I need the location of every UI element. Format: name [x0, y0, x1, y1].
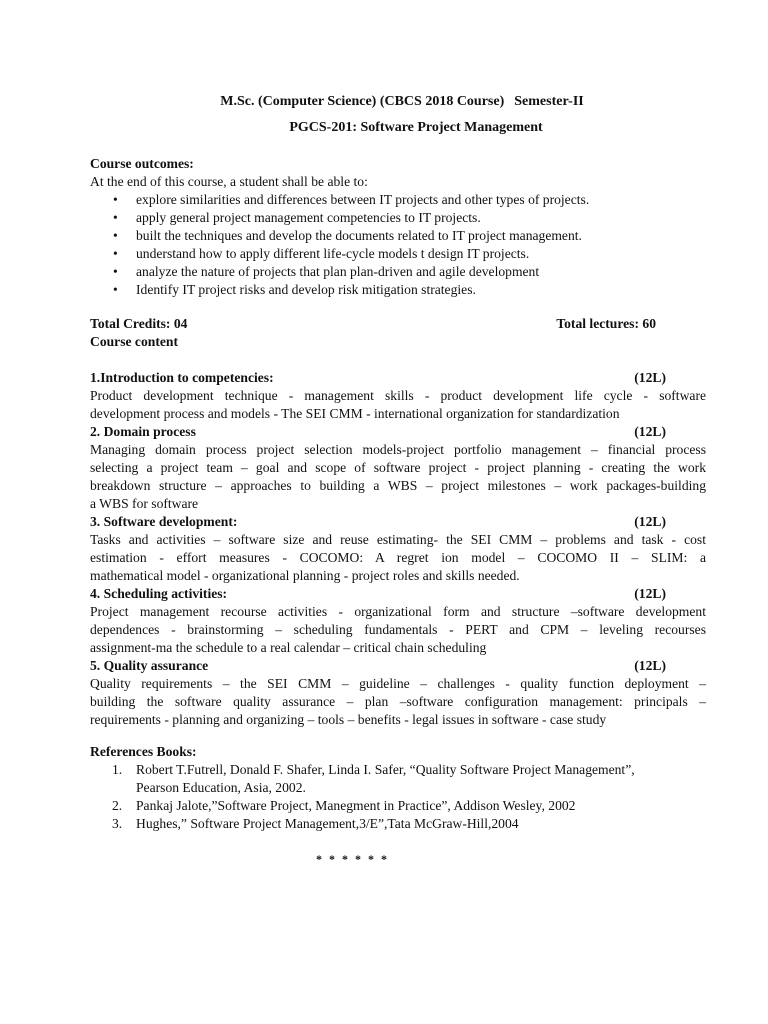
section-body	[90, 531, 706, 585]
semester-label: Semester-II	[514, 94, 584, 109]
section-heading	[90, 423, 666, 441]
section-line: estimation - effort measures - COCOMO: A regret ion model – COCOMO II – SLIM: a	[90, 550, 706, 565]
outcome-text: apply general project management competencies to IT projects.	[136, 210, 481, 225]
outcome-text: understand how to apply different life-cycle models t design IT projects.	[136, 246, 530, 261]
outcomes-list	[90, 191, 706, 299]
course-outcomes	[90, 155, 706, 299]
section-line: building the software quality assurance – plan –software configuration management: principals –	[90, 694, 706, 709]
course-sections	[90, 369, 706, 729]
outcome-item	[90, 209, 706, 227]
outcome-text: explore similarities and differences between IT projects and other types of projects.	[136, 192, 590, 207]
section-2	[90, 423, 706, 513]
section-line: a WBS for software	[90, 496, 199, 511]
section-body	[90, 441, 706, 513]
reference-number: 1.	[112, 762, 123, 777]
section-5	[90, 657, 706, 729]
section-heading	[90, 657, 666, 675]
end-stars: * * * * * *	[316, 852, 389, 866]
references-heading: References Books:	[90, 744, 197, 759]
section-hours: (12L)	[634, 370, 666, 385]
reference-number: 3.	[112, 816, 123, 831]
reference-item	[90, 761, 706, 797]
section-hours: (12L)	[634, 586, 666, 601]
program-title: M.Sc. (Computer Science) (CBCS 2018 Course)	[220, 94, 505, 109]
section-line: development process and models - The SEI CMM - international organization for standardization	[90, 406, 620, 421]
section-body	[90, 387, 706, 423]
reference-line: Hughes,” Software Project Management,3/E”,Tata McGraw-Hill,2004	[136, 816, 519, 831]
credits-block	[90, 315, 706, 351]
section-line: Quality requirements – the SEI CMM – guideline – challenges - quality function deployment –	[90, 676, 706, 691]
section-heading	[90, 585, 666, 603]
section-line: breakdown structure – approaches to building a WBS – project milestones – work packages-building	[90, 478, 706, 493]
section-line: Managing domain process project selection models-project portfolio management – financial process	[90, 442, 706, 457]
bullet-icon: •	[113, 228, 118, 243]
section-hours: (12L)	[634, 658, 666, 673]
section-line: selecting a project team – goal and scope of software project - project planning - creating the work	[90, 460, 706, 475]
bullet-icon: •	[113, 282, 118, 297]
section-title: 5. Quality assurance	[90, 658, 209, 673]
section-heading	[90, 369, 666, 387]
outcomes-heading: Course outcomes:	[90, 156, 194, 171]
reference-item	[90, 815, 706, 833]
bullet-icon: •	[113, 192, 118, 207]
outcomes-intro: At the end of this course, a student shall be able to:	[90, 174, 368, 189]
outcome-item	[90, 227, 706, 245]
section-body	[90, 603, 706, 657]
references	[90, 743, 706, 833]
section-3	[90, 513, 706, 585]
reference-line: Robert T.Futrell, Donald F. Shafer, Linda I. Safer, “Quality Software Project Management”,	[136, 762, 635, 777]
credits-row	[90, 315, 656, 333]
program-header	[0, 93, 768, 111]
section-title: 2. Domain process	[90, 424, 196, 439]
reference-number: 2.	[112, 798, 123, 813]
section-hours: (12L)	[634, 514, 666, 529]
total-lectures: Total lectures: 60	[556, 316, 656, 331]
section-line: Tasks and activities – software size and reuse estimating- the SEI CMM – problems and task - cost	[90, 532, 706, 547]
section-body	[90, 675, 706, 729]
outcome-item	[90, 263, 706, 281]
bullet-icon: •	[113, 210, 118, 225]
bullet-icon: •	[113, 246, 118, 261]
outcome-item	[90, 281, 706, 299]
bullet-icon: •	[113, 264, 118, 279]
outcome-item	[90, 245, 706, 263]
section-line: dependences - brainstorming – scheduling fundamentals - PERT and CPM – leveling recourses	[90, 622, 706, 637]
section-line: mathematical model - organizational planning - project roles and skills needed.	[90, 568, 520, 583]
reference-line: Pankaj Jalote,”Software Project, Manegment in Practice”, Addison Wesley, 2002	[136, 798, 576, 813]
section-4	[90, 585, 706, 657]
outcome-text: Identify IT project risks and develop risk mitigation strategies.	[136, 282, 476, 297]
section-title: 4. Scheduling activities:	[90, 586, 228, 601]
section-title: 3. Software development:	[90, 514, 238, 529]
reference-line: Pearson Education, Asia, 2002.	[136, 780, 306, 795]
section-heading	[90, 513, 666, 531]
course-content-heading: Course content	[90, 334, 178, 349]
section-title: 1.Introduction to competencies:	[90, 370, 274, 385]
section-line: Project management recourse activities - organizational form and structure –software development	[90, 604, 706, 619]
outcome-text: built the techniques and develop the documents related to IT project management.	[136, 228, 582, 243]
section-line: requirements - planning and organizing – tools – benefits - legal issues in software - case study	[90, 712, 607, 727]
course-title: PGCS-201: Software Project Management	[289, 120, 543, 135]
section-hours: (12L)	[634, 424, 666, 439]
section-1	[90, 369, 706, 423]
outcome-item	[90, 191, 706, 209]
references-list	[90, 761, 706, 833]
reference-item	[90, 797, 706, 815]
outcome-text: analyze the nature of projects that plan plan-driven and agile development	[136, 264, 540, 279]
section-line: assignment-ma the schedule to a real calendar – critical chain scheduling	[90, 640, 487, 655]
section-line: Product development technique - management skills - product development life cycle - software	[90, 388, 706, 403]
total-credits: Total Credits: 04	[90, 316, 188, 331]
